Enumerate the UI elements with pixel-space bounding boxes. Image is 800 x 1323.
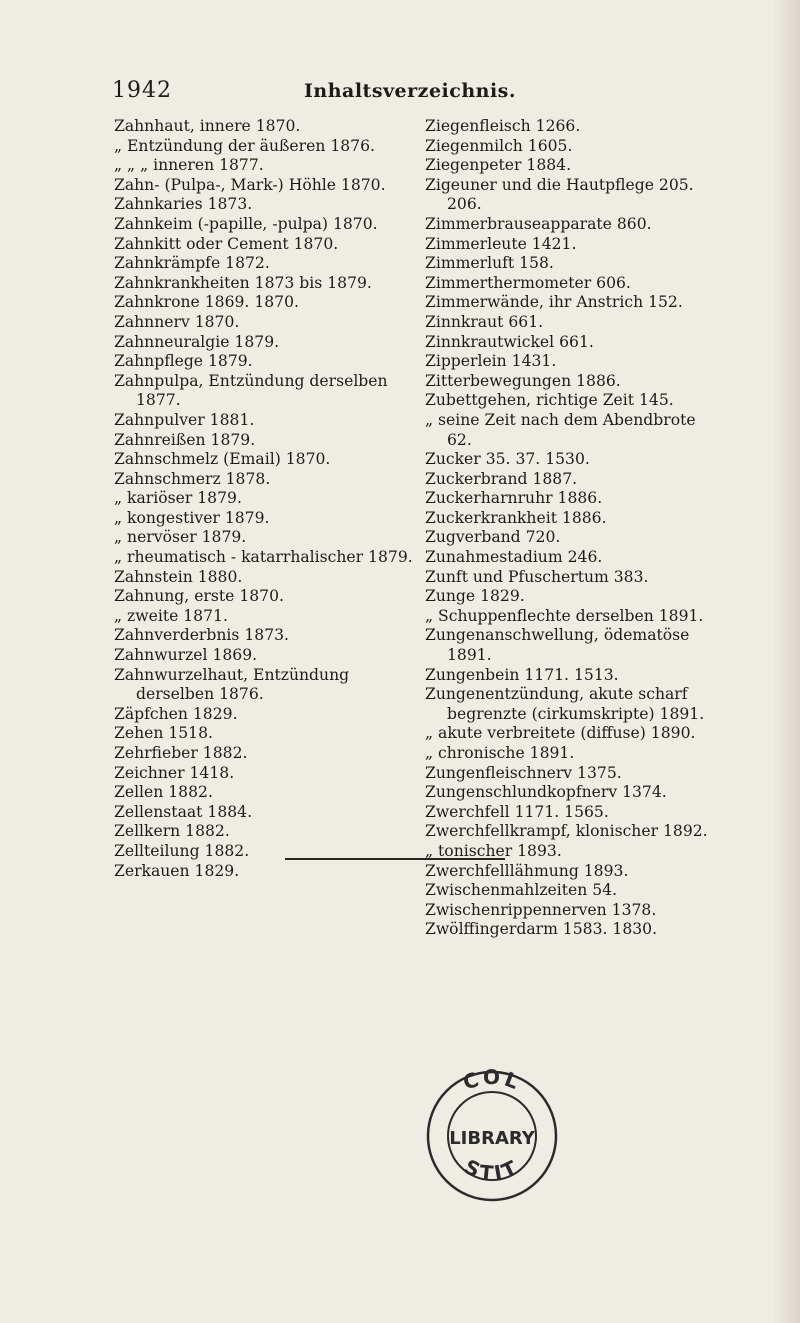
index-entry: Zimmerbrauseapparate 860.	[425, 214, 652, 233]
index-entry: Zellen 1882.	[114, 783, 213, 802]
index-entry: Zungenbein 1171. 1513.	[425, 665, 619, 684]
index-entry: Zipperlein 1431.	[425, 352, 557, 371]
index-entry: Zahnwurzel 1869.	[114, 646, 258, 665]
index-entry: Zahnwurzelhaut, Entzündung derselben 1876.	[114, 665, 350, 704]
index-entry: Zahnkaries 1873.	[114, 195, 253, 214]
index-entry: Zugverband 720.	[425, 528, 561, 547]
index-entry: Zuckerkrankheit 1886.	[425, 508, 607, 527]
stamp-bottom-text: STIT	[460, 1154, 524, 1186]
page-number: 1942	[112, 78, 172, 103]
index-entry: Zahnverderbnis 1873.	[114, 626, 289, 645]
index-entry: „ Entzündung der äußeren 1876.	[114, 136, 375, 155]
index-entry: Zunft und Pfuschertum 383.	[425, 567, 649, 586]
index-entry: Zungenentzündung, akute scharf begrenzte (cirkumskripte) 1891.	[425, 685, 705, 723]
index-entry: Zahnkrämpfe 1872.	[114, 254, 270, 273]
index-entry: Zinnkraut 661.	[425, 312, 544, 331]
index-entry: Zahn- (Pulpa-, Mark-) Höhle 1870.	[114, 175, 386, 194]
index-entry: „ chronische 1891.	[425, 744, 575, 762]
index-entry: Zahnschmerz 1878.	[114, 469, 271, 488]
index-entry: Ziegenfleisch 1266.	[425, 117, 581, 135]
index-entry: Zimmerwände, ihr Anstrich 152.	[425, 293, 683, 312]
index-column-left	[114, 117, 414, 881]
index-entry: Zahnhaut, innere 1870.	[114, 117, 301, 135]
index-entry: Zinnkrautwickel 661.	[425, 332, 594, 351]
index-entry: „ rheumatisch - katarrhalischer 1879.	[114, 548, 413, 567]
index-entry: Zunge 1829.	[425, 587, 525, 606]
scan-shadow	[772, 0, 800, 1323]
index-entry: Zwerchfelllähmung 1893.	[425, 861, 629, 880]
index-column-right	[425, 117, 725, 940]
index-entry: Ziegenmilch 1605.	[425, 136, 573, 155]
index-entry: Zahnpulpa, Entzündung derselben 1877.	[114, 371, 388, 410]
index-entry: „ kongestiver 1879.	[114, 508, 270, 527]
index-entry: Zwerchfellkrampf, klonischer 1892.	[425, 822, 708, 841]
index-entry: Zellkern 1882.	[114, 822, 230, 841]
index-entry: Zwischenmahlzeiten 54.	[425, 881, 618, 900]
index-entry: Zucker 35. 37. 1530.	[425, 450, 590, 469]
index-entry: Zungenanschwellung, ödematöse 1891.	[425, 626, 690, 665]
index-entry: Zeichner 1418.	[114, 763, 235, 782]
index-entry: „ seine Zeit nach dem Abendbrote 62.	[425, 410, 696, 449]
end-rule	[285, 858, 505, 860]
index-entry: Zunahmestadium 246.	[425, 548, 603, 567]
index-entry: „ zweite 1871.	[114, 606, 228, 625]
index-entry: Zuckerharnruhr 1886.	[425, 489, 603, 508]
index-entry: „ kariöser 1879.	[114, 489, 242, 508]
stamp-middle-text: LIBRARY	[449, 1128, 535, 1149]
index-entry: Zuckerbrand 1887.	[425, 469, 578, 488]
index-entry: Zwölffingerdarm 1583. 1830.	[425, 920, 658, 939]
index-entry: Zimmerthermometer 606.	[425, 273, 631, 292]
stamp-top-text: COL	[459, 1064, 525, 1095]
index-entry: Zahnschmelz (Email) 1870.	[114, 450, 331, 469]
library-stamp-image	[418, 1058, 566, 1206]
index-entry: Zahnkrone 1869. 1870.	[114, 293, 299, 312]
index-entry: Zahnkitt oder Cement 1870.	[114, 234, 339, 253]
index-entry: Zahnung, erste 1870.	[114, 587, 284, 606]
index-entry: Zungenschlundkopfnerv 1374.	[425, 783, 667, 802]
index-entry: „ akute verbreitete (diffuse) 1890.	[425, 724, 696, 743]
index-entry: Zerkauen 1829.	[114, 861, 240, 880]
index-entry: Zimmerluft 158.	[425, 254, 554, 273]
index-entry: Zimmerleute 1421.	[425, 234, 577, 253]
index-entry: Ziegenpeter 1884.	[425, 156, 572, 175]
index-entry: „ nervöser 1879.	[114, 528, 247, 547]
index-entry: „ tonischer 1893.	[425, 841, 562, 860]
index-entry: „ Schuppenflechte derselben 1891.	[425, 606, 704, 625]
index-entry: Zubettgehen, richtige Zeit 145.	[425, 391, 674, 410]
index-entry: Zahnneuralgie 1879.	[114, 332, 280, 351]
page-header	[100, 78, 720, 118]
index-entry: Zwerchfell 1171. 1565.	[425, 802, 609, 821]
index-entry: Zahnreißen 1879.	[114, 430, 256, 449]
index-entry: Zahnpflege 1879.	[114, 352, 253, 371]
index-entry: Zahnkeim (-papille, -pulpa) 1870.	[114, 214, 378, 233]
index-entry: Zahnnerv 1870.	[114, 312, 240, 331]
index-entry: Zellenstaat 1884.	[114, 802, 253, 821]
index-entry: Zahnkrankheiten 1873 bis 1879.	[114, 273, 372, 292]
library-stamp	[418, 1058, 566, 1206]
index-entry: Zehrfieber 1882.	[114, 744, 248, 762]
index-entry: Zäpfchen 1829.	[114, 704, 238, 723]
index-entry: Zungenfleischnerv 1375.	[425, 763, 622, 782]
running-title: Inhaltsverzeichnis.	[304, 80, 516, 102]
index-entry: Zahnstein 1880.	[114, 567, 243, 586]
index-entry: Zigeuner und die Hautpflege 205. 206.	[425, 175, 694, 214]
index-entry: „ „ „ inneren 1877.	[114, 156, 264, 175]
index-entry: Zwischenrippennerven 1378.	[425, 900, 657, 919]
index-entry: Zahnpulver 1881.	[114, 410, 255, 429]
index-entry: Zehen 1518.	[114, 724, 213, 743]
index-entry: Zitterbewegungen 1886.	[425, 371, 621, 390]
index-entry: Zellteilung 1882.	[114, 841, 250, 860]
